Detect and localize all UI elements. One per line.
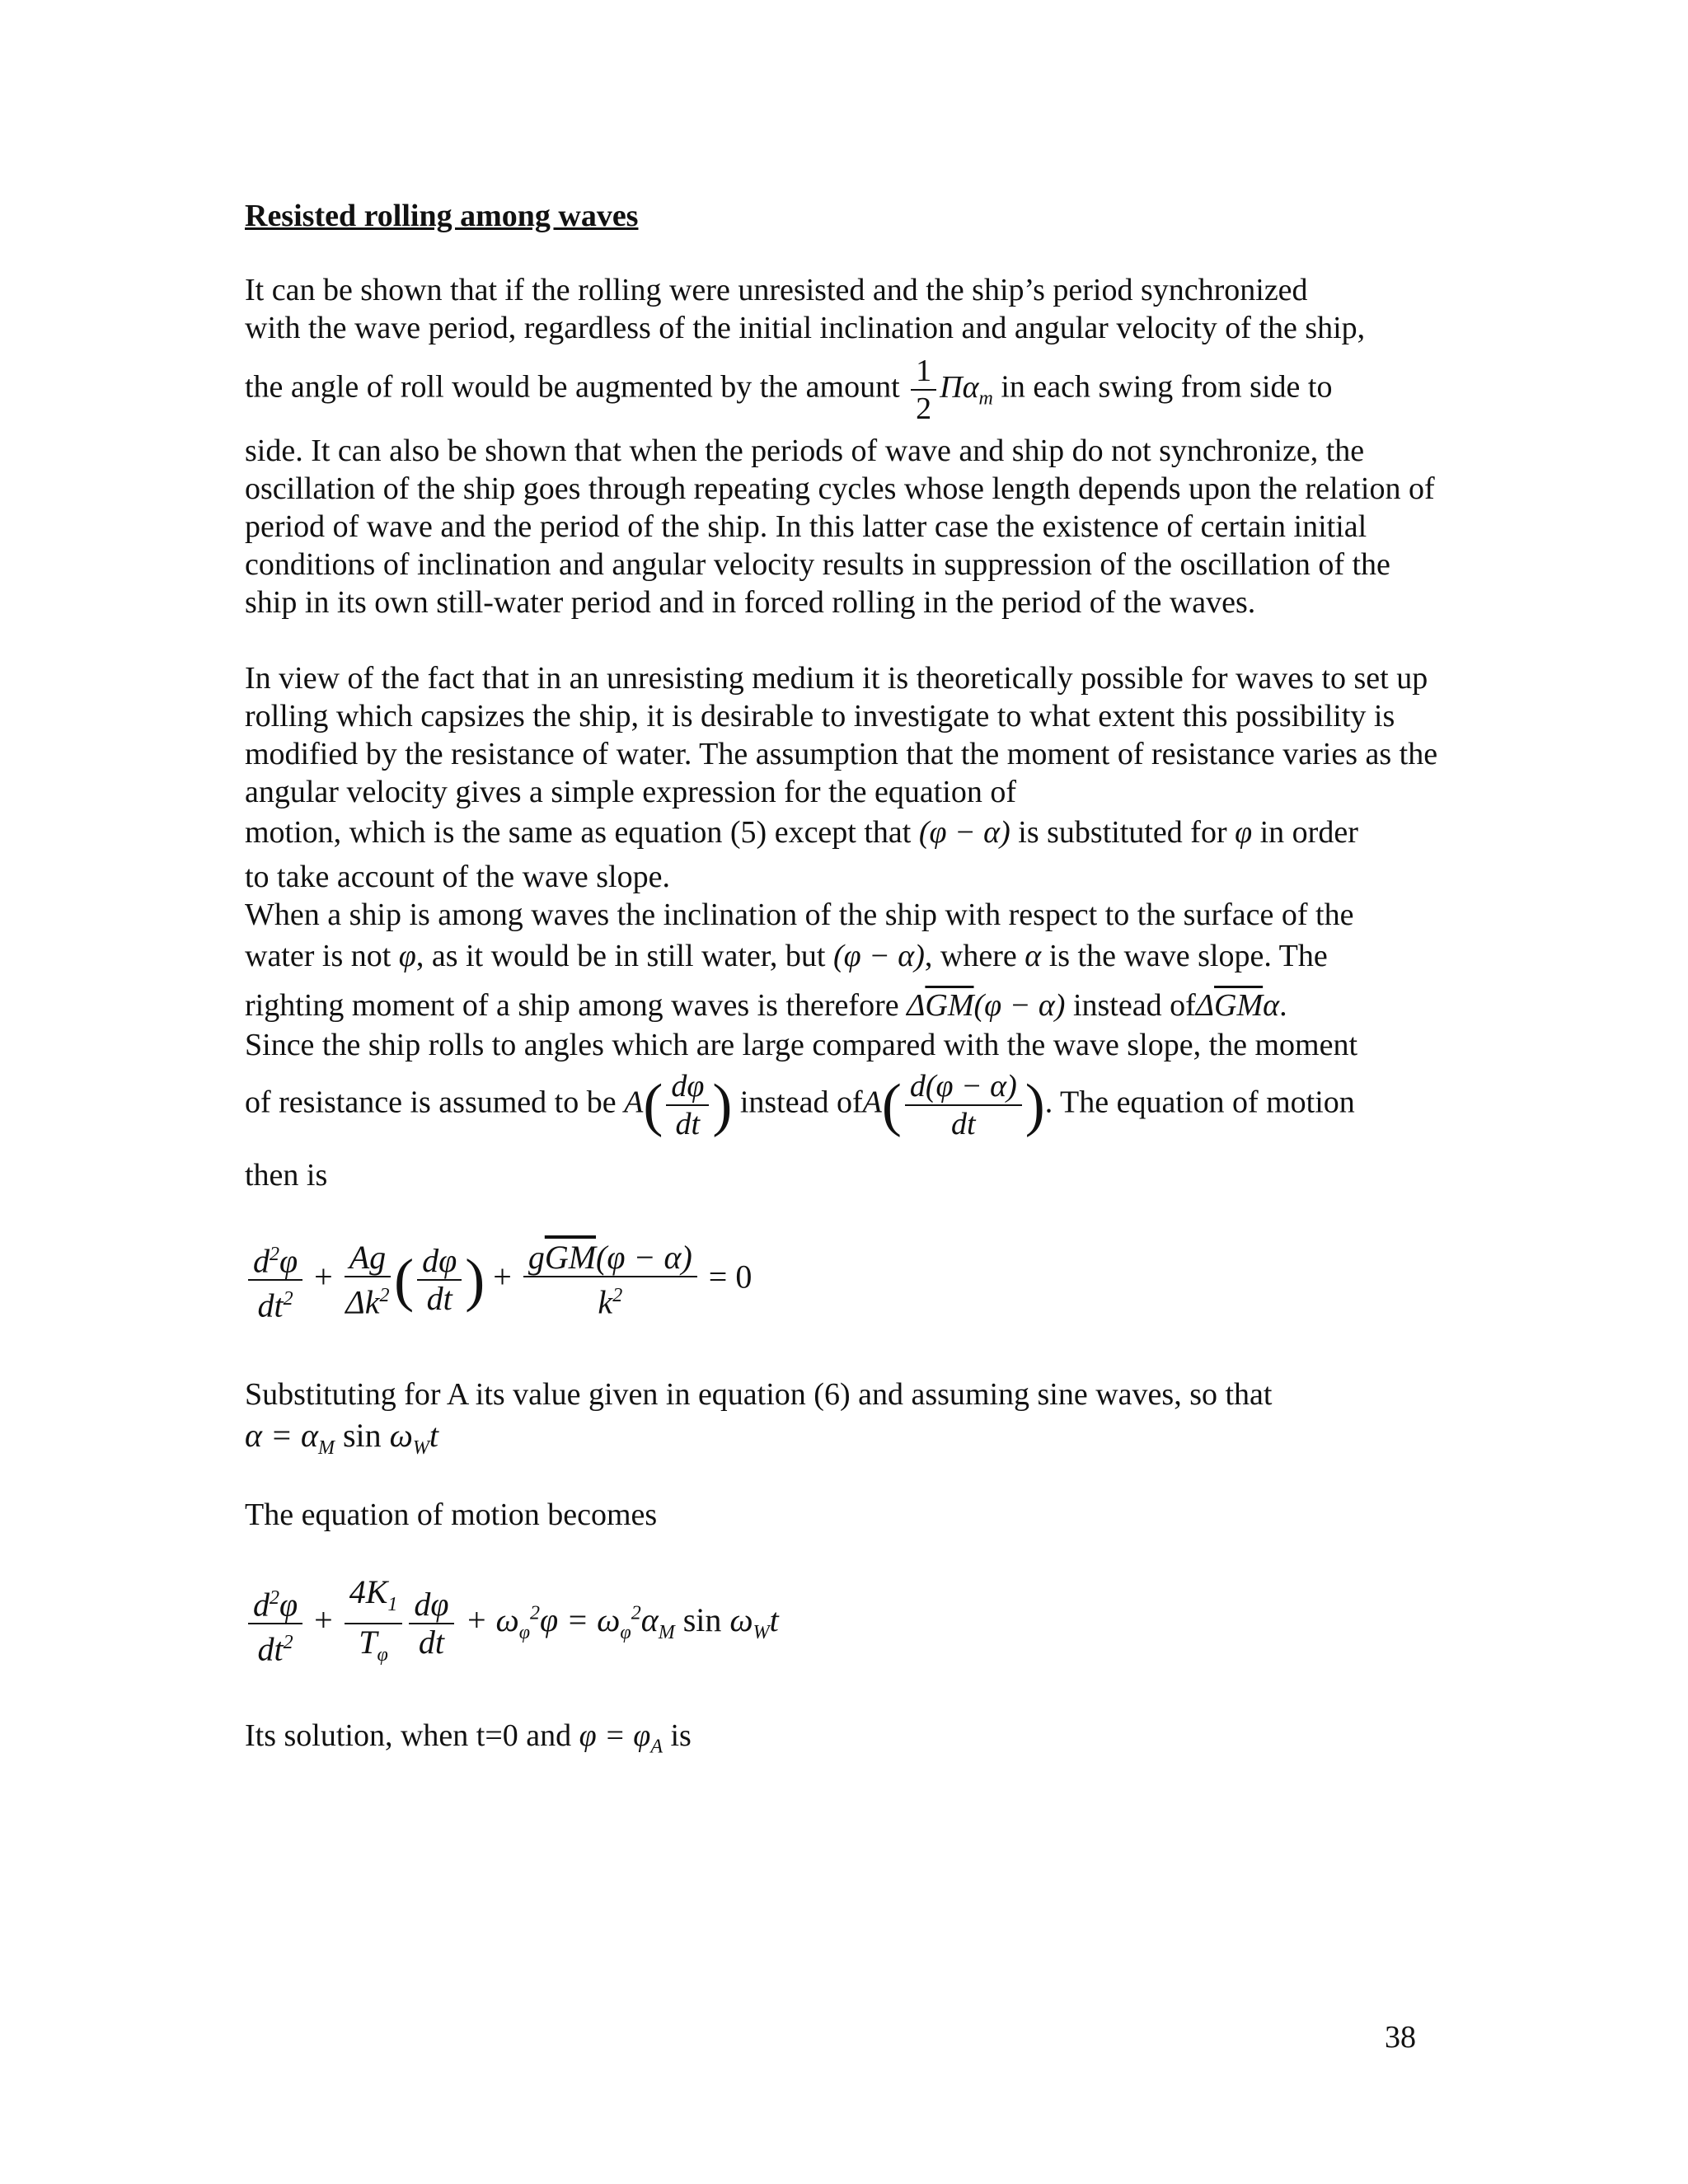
where-text: , where <box>924 939 1017 973</box>
phi-symbol: φ <box>391 939 416 973</box>
paragraph-3-line-5: of resistance is assumed to be A( $\frac{d\varphi}{dt}$ ) instead ofA( $\frac{d(\varphi - \alpha)}{dt}$ ). The equation of motion <box>245 1069 1355 1141</box>
paragraph-5: The equation of motion becomes <box>245 1497 658 1532</box>
half-fraction: $\frac{1}{2}$ <box>911 353 936 427</box>
paragraph-1-line-2: with the wave period, regardless of the initial inclination and angular velocity of the ship, <box>245 311 1366 345</box>
paragraph-3-line-3: righting moment of a ship among waves is therefore $\Delta\overline{GM}(\varphi - \alpha)$ instead $of\Delta\overline{GM}\alpha$. <box>245 988 1287 1023</box>
delta-gm-alpha-symbol: $\Delta\overline{GM}\alpha$ <box>1195 988 1280 1023</box>
motion-text: motion, which is the same as equation (5) except that <box>245 815 912 850</box>
pi-alpha-m-symbol: $\Pi\alpha_m$ <box>940 369 993 410</box>
paragraph-3-line-2 <box>245 938 1328 974</box>
paragraph-2-last-line: to take account of the wave slope. <box>245 860 670 894</box>
line-3-text-after: in each swing from side to <box>1001 369 1333 405</box>
paragraph-4: Substituting for A its value given in equation (6) and assuming sine waves, so that <box>245 1377 1273 1412</box>
paragraph-2-line-motion <box>245 814 1358 851</box>
phi-symbol: φ <box>1235 815 1253 850</box>
paragraph-1-line-3 <box>245 353 1332 427</box>
page-number: 38 <box>1385 2020 1416 2055</box>
delta-gm-phi-alpha-symbol: $\Delta\overline{GM}(\varphi - \alpha)$ <box>907 988 1066 1023</box>
paragraph-3-line-1: When a ship is among waves the inclination of the ship with respect to the surface of the <box>245 898 1354 932</box>
sine-wave-equation: $\alpha = \alpha_M$ $\sin \omega_Wt$ <box>245 1417 439 1459</box>
equation-2: $\frac{d^2\varphi}{dt^2}$ + $\frac{4K_1}{T_\varphi}$ $\frac{d\varphi}{dt}$ + $\omega_\varphi^2\varphi = \omega_\varphi^2\alpha_M$ $\sin \omega_Wt$ <box>245 1574 779 1673</box>
d-phi-minus-alpha-dt-fraction: $\frac{d(\varphi - \alpha)}{dt}$ <box>905 1068 1022 1142</box>
alpha-symbol: α <box>1025 939 1042 973</box>
dphi-dt-fraction: $\frac{d\varphi}{dt}$ <box>666 1068 709 1142</box>
equation-of-motion-text: . The equation of motion <box>1044 1085 1355 1120</box>
wave-slope-text: is the wave slope. The <box>1048 939 1328 973</box>
solution-text: Its solution, when t=0 and <box>245 1718 572 1753</box>
instead-text: instead of <box>1072 988 1196 1023</box>
a-coefficient: A <box>624 1085 644 1120</box>
phi-minus-alpha-symbol: (φ − α) <box>832 939 925 973</box>
line-3-text-before: the angle of roll would be augmented by the amount <box>245 369 900 405</box>
still-water-text: , as it would be in still water, but <box>415 939 826 973</box>
section-heading: Resisted rolling among waves <box>245 199 639 233</box>
not-text: water is not <box>245 939 392 973</box>
substituted-text: is substituted for <box>1018 815 1227 850</box>
instead-of-text: instead of <box>739 1085 863 1120</box>
paragraph-3-line-6: then is <box>245 1158 328 1193</box>
in-order-text: in order <box>1259 815 1358 850</box>
paragraph-1-line-1: It can be shown that if the rolling were unresisted and the ship’s period synchronized <box>245 273 1308 307</box>
is-text: is <box>670 1718 692 1753</box>
resistance-text: of resistance is assumed to be <box>245 1085 617 1120</box>
righting-text: righting moment of a ship among waves is therefore <box>245 988 899 1023</box>
paragraph-1-rest: side. It can also be shown that when the periods of wave and ship do not synchronize, the oscillation of the ship goes through repeating cycles whose length depends upon the relation of period of wave and the period of the ship. In this latter case the existence of certain initial conditions of inclination and angular velocity results in suppression of the oscillation of the ship in its own still-water period and in forced rolling in the period of the waves. <box>245 434 1435 620</box>
paragraph-3-line-4: Since the ship rolls to angles which are large compared with the wave slope, the moment <box>245 1028 1358 1062</box>
paragraph-2: In view of the fact that in an unresisting medium it is theoretically possible for waves to set up rolling which capsizes the ship, it is desirable to investigate to what extent this possibility is modified by the resistance of water. The assumption that the moment of resistance varies as the angular velocity gives a simple expression for the equation of <box>245 661 1438 809</box>
phi-equals-phi-a-symbol: $\varphi = \varphi_A$ <box>579 1718 663 1758</box>
phi-minus-alpha-symbol: (φ − α) <box>918 815 1010 850</box>
equation-1: $\frac{d^2\varphi}{dt^2}$ + $\frac{Ag}{\Delta k^2}$ ( $\frac{d\varphi}{dt}$ ) + $\frac{g\overline{GM}(\varphi - \alpha)}{k^2}$ = 0 <box>245 1236 752 1324</box>
paragraph-6 <box>245 1718 692 1759</box>
